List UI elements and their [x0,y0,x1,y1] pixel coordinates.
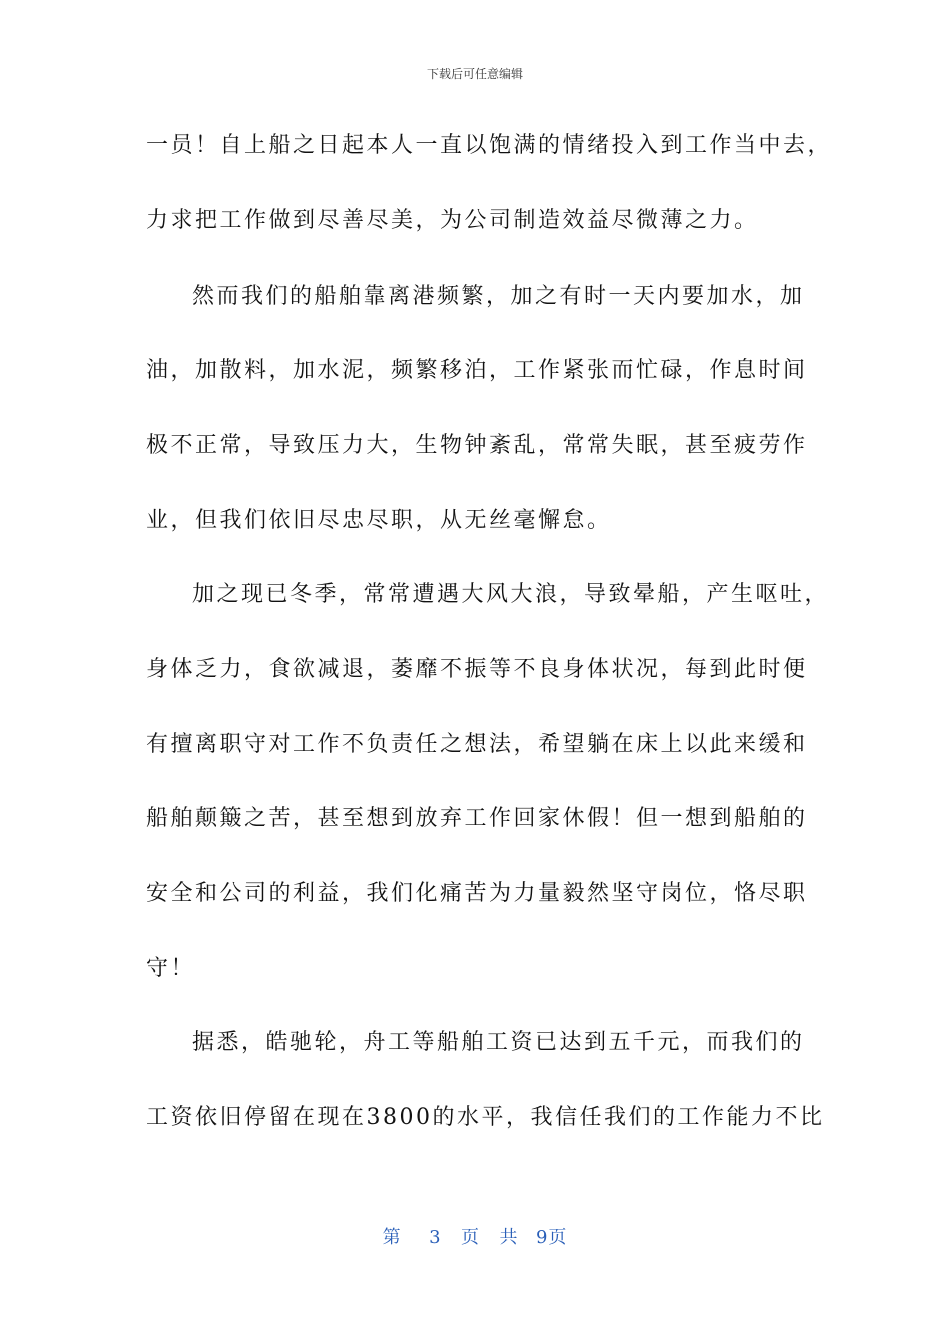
text-line: 油，加散料，加水泥，频繁移泊，工作紧张而忙碌，作息时间 [146,358,808,383]
footer-total-pages: 9页 [535,1227,568,1248]
paragraph-start-line: 然而我们的船舶靠离港频繁，加之有时一天内要加水，加 [192,284,805,309]
text-line: 有擅离职守对工作不负责任之想法，希望躺在床上以此来缓和 [146,732,808,757]
text-line: 身体乏力，食欲减退，萎靡不振等不良身体状况，每到此时便 [146,657,808,682]
text-line: 一员！自上船之日起本人一直以饱满的情绪投入到工作当中去， [146,133,833,158]
text-line: 极不正常，导致压力大，生物钟紊乱，常常失眠，甚至疲劳作 [146,433,808,458]
paragraph-start-line: 据悉，皓驰轮，舟工等船舶工资已达到五千元，而我们的 [192,1030,805,1055]
footer-total-label: 共 [499,1227,519,1248]
text-line: 安全和公司的利益，我们化痛苦为力量毅然坚守岗位，恪尽职 [146,881,808,906]
footer-page-number: 3 [429,1227,442,1248]
page-header: 下载后可任意编辑 [426,67,523,81]
text-line: 工资依旧停留在现在3800的水平，我信任我们的工作能力不比 [146,1105,825,1130]
page-footer [0,1226,950,1250]
paragraph-start-line: 加之现已冬季，常常遭遇大风大浪，导致晕船，产生呕吐， [192,582,830,607]
footer-page-word: 页 [461,1227,480,1248]
text-line: 守！ [146,956,196,981]
footer-prefix: 第 [382,1227,402,1248]
text-line: 力求把工作做到尽善尽美，为公司制造效益尽微薄之力。 [146,208,759,233]
text-line: 船舶颠簸之苦，甚至想到放弃工作回家休假！但一想到船舶的 [146,806,808,831]
text-line: 业，但我们依旧尽忠尽职，从无丝毫懈怠。 [146,508,612,533]
